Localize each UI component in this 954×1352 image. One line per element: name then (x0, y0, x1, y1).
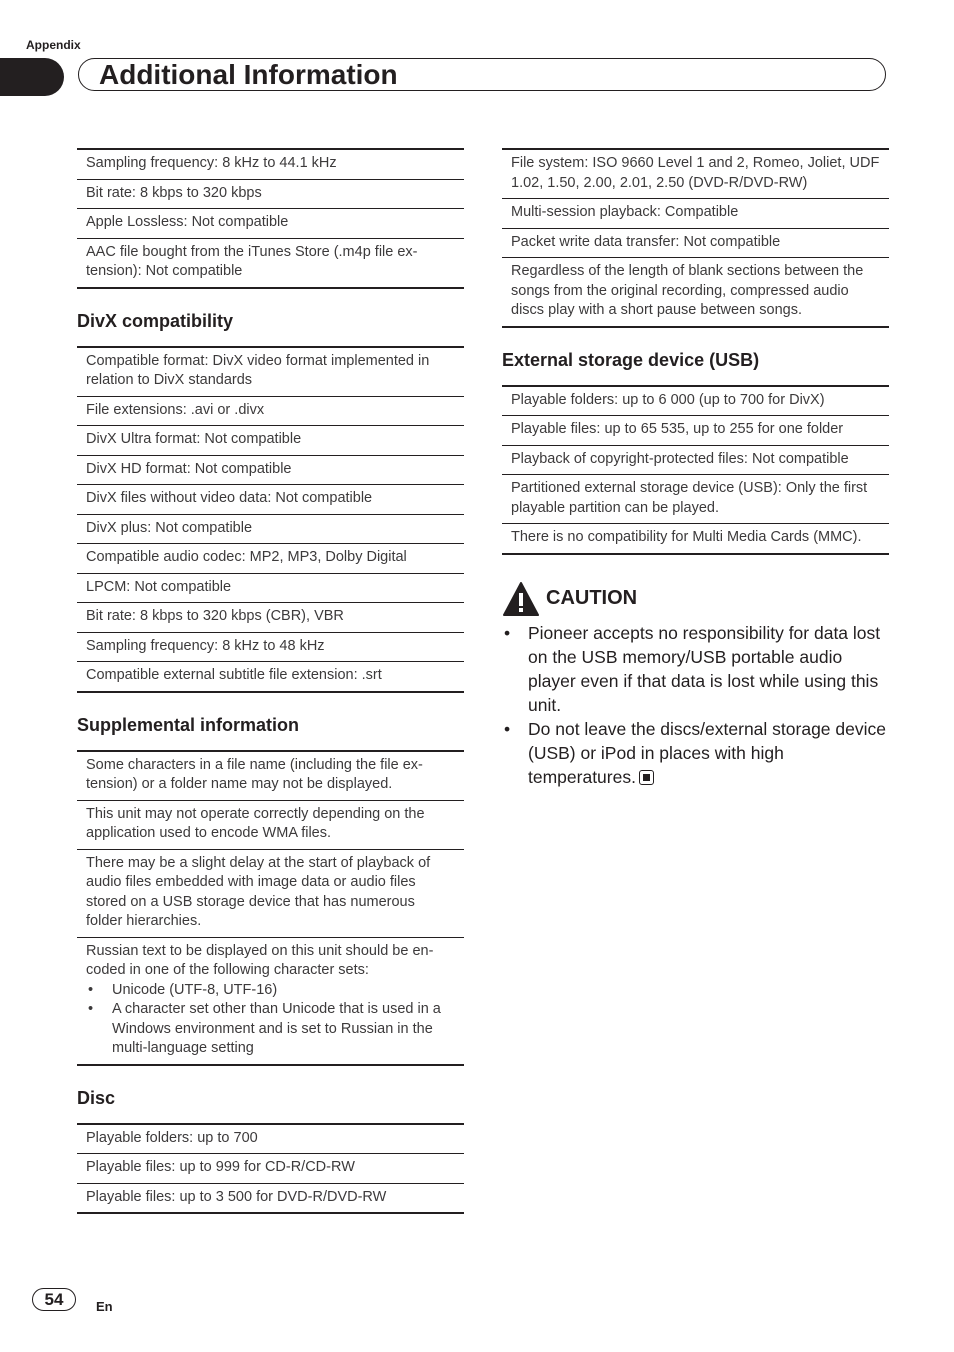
warning-triangle-icon (502, 581, 540, 617)
title-bar (78, 58, 886, 91)
usb-table (502, 385, 889, 555)
language-label: En (96, 1299, 113, 1314)
table-row: Sampling frequency: 8 kHz to 48 kHz (77, 632, 464, 662)
table-row: AAC file bought from the iTunes Store (.m4p file ex-tension): Not compatible (77, 238, 464, 287)
caution-label: CAUTION (546, 587, 638, 609)
caution-header (502, 581, 889, 617)
right-column (502, 148, 889, 789)
page-title: Additional Information (99, 59, 398, 90)
table-row: Compatible format: DivX video format implemented in relation to DivX standards (86, 352, 430, 388)
table-row: DivX Ultra format: Not compatible (77, 425, 464, 455)
charset-list (86, 981, 455, 1059)
disc-table (77, 1123, 464, 1215)
section-tab (0, 58, 64, 96)
table-row: File system: ISO 9660 Level 1 and 2, Romeo, Joliet, UDF 1.02, 1.50, 2.00, 2.01, 2.50 (DVD-R/DVD-RW) (511, 155, 880, 191)
disc-spec-table (502, 148, 889, 328)
table-row: Sampling frequency: 8 kHz to 44.1 kHz (86, 155, 337, 171)
table-row: Compatible audio codec: MP2, MP3, Dolby Digital (77, 543, 464, 573)
russian-intro: Russian text to be displayed on this unit should be en-coded in one of the following character sets: (86, 942, 434, 978)
table-row: There may be a slight delay at the start of playback of audio files embedded with image data or audio files stored on a USB storage device that has numerous folder hierarchies. (77, 849, 464, 937)
table-row: Packet write data transfer: Not compatible (502, 228, 889, 258)
caution-text: Do not leave the discs/external storage device (USB) or iPod in places with high temperatures. (528, 718, 886, 787)
table-row: This unit may not operate correctly depending on the application used to encode WMA files. (77, 800, 464, 849)
end-mark-icon (639, 770, 654, 785)
left-column (77, 148, 464, 1214)
list-item (502, 621, 889, 717)
table-row: LPCM: Not compatible (77, 573, 464, 603)
table-row: Playable files: up to 999 for CD-R/CD-RW (77, 1153, 464, 1183)
table-row: Multi-session playback: Compatible (502, 198, 889, 228)
table-row: Playback of copyright-protected files: Not compatible (502, 445, 889, 475)
table-row: Playable folders: up to 700 (86, 1129, 258, 1146)
table-row: DivX HD format: Not compatible (77, 455, 464, 485)
list-item: • Unicode (UTF-8, UTF-16) (86, 981, 455, 1001)
table-row: There is no compatibility for Multi Media Cards (MMC). (502, 523, 889, 553)
disc-heading: Disc (77, 1087, 116, 1108)
table-row: Bit rate: 8 kbps to 320 kbps (77, 179, 464, 209)
table-row (77, 937, 464, 1064)
caution-text: Pioneer accepts no responsibility for data lost on the USB memory/USB portable audio player even if that data is lost while using this unit. (528, 622, 881, 715)
audio-spec-table (77, 148, 464, 289)
list-item (502, 717, 889, 789)
page-number: 54 (32, 1288, 76, 1311)
supplemental-heading: Supplemental information (77, 714, 300, 735)
table-row: Some characters in a file name (including the file ex-tension) or a folder name may not be displayed. (86, 756, 423, 792)
table-row: Playable files: up to 3 500 for DVD-R/DVD-RW (77, 1183, 464, 1213)
caution-list (502, 621, 889, 789)
table-row: DivX files without video data: Not compatible (77, 484, 464, 514)
table-row: File extensions: .avi or .divx (77, 396, 464, 426)
table-row: Regardless of the length of blank sections between the songs from the original recording, compressed audio discs play with a short pause between songs. (502, 257, 889, 326)
section-label: Appendix (26, 38, 81, 52)
supplemental-table (77, 750, 464, 1066)
table-row: Bit rate: 8 kbps to 320 kbps (CBR), VBR (77, 602, 464, 632)
table-row: Playable files: up to 65 535, up to 255 for one folder (502, 415, 889, 445)
list-item: • A character set other than Unicode that is used in a Windows environment and is set to Russian in the multi-language setting (86, 1000, 455, 1059)
table-row: Playable folders: up to 6 000 (up to 700 for DivX) (511, 391, 825, 408)
divx-heading: DivX compatibility (77, 310, 234, 331)
table-row: DivX plus: Not compatible (77, 514, 464, 544)
table-row: Partitioned external storage device (USB): Only the first playable partition can be played. (502, 474, 889, 523)
usb-heading: External storage device (USB) (502, 349, 760, 370)
table-row: Compatible external subtitle file extension: .srt (77, 661, 464, 691)
divx-table (77, 346, 464, 693)
table-row: Apple Lossless: Not compatible (77, 208, 464, 238)
